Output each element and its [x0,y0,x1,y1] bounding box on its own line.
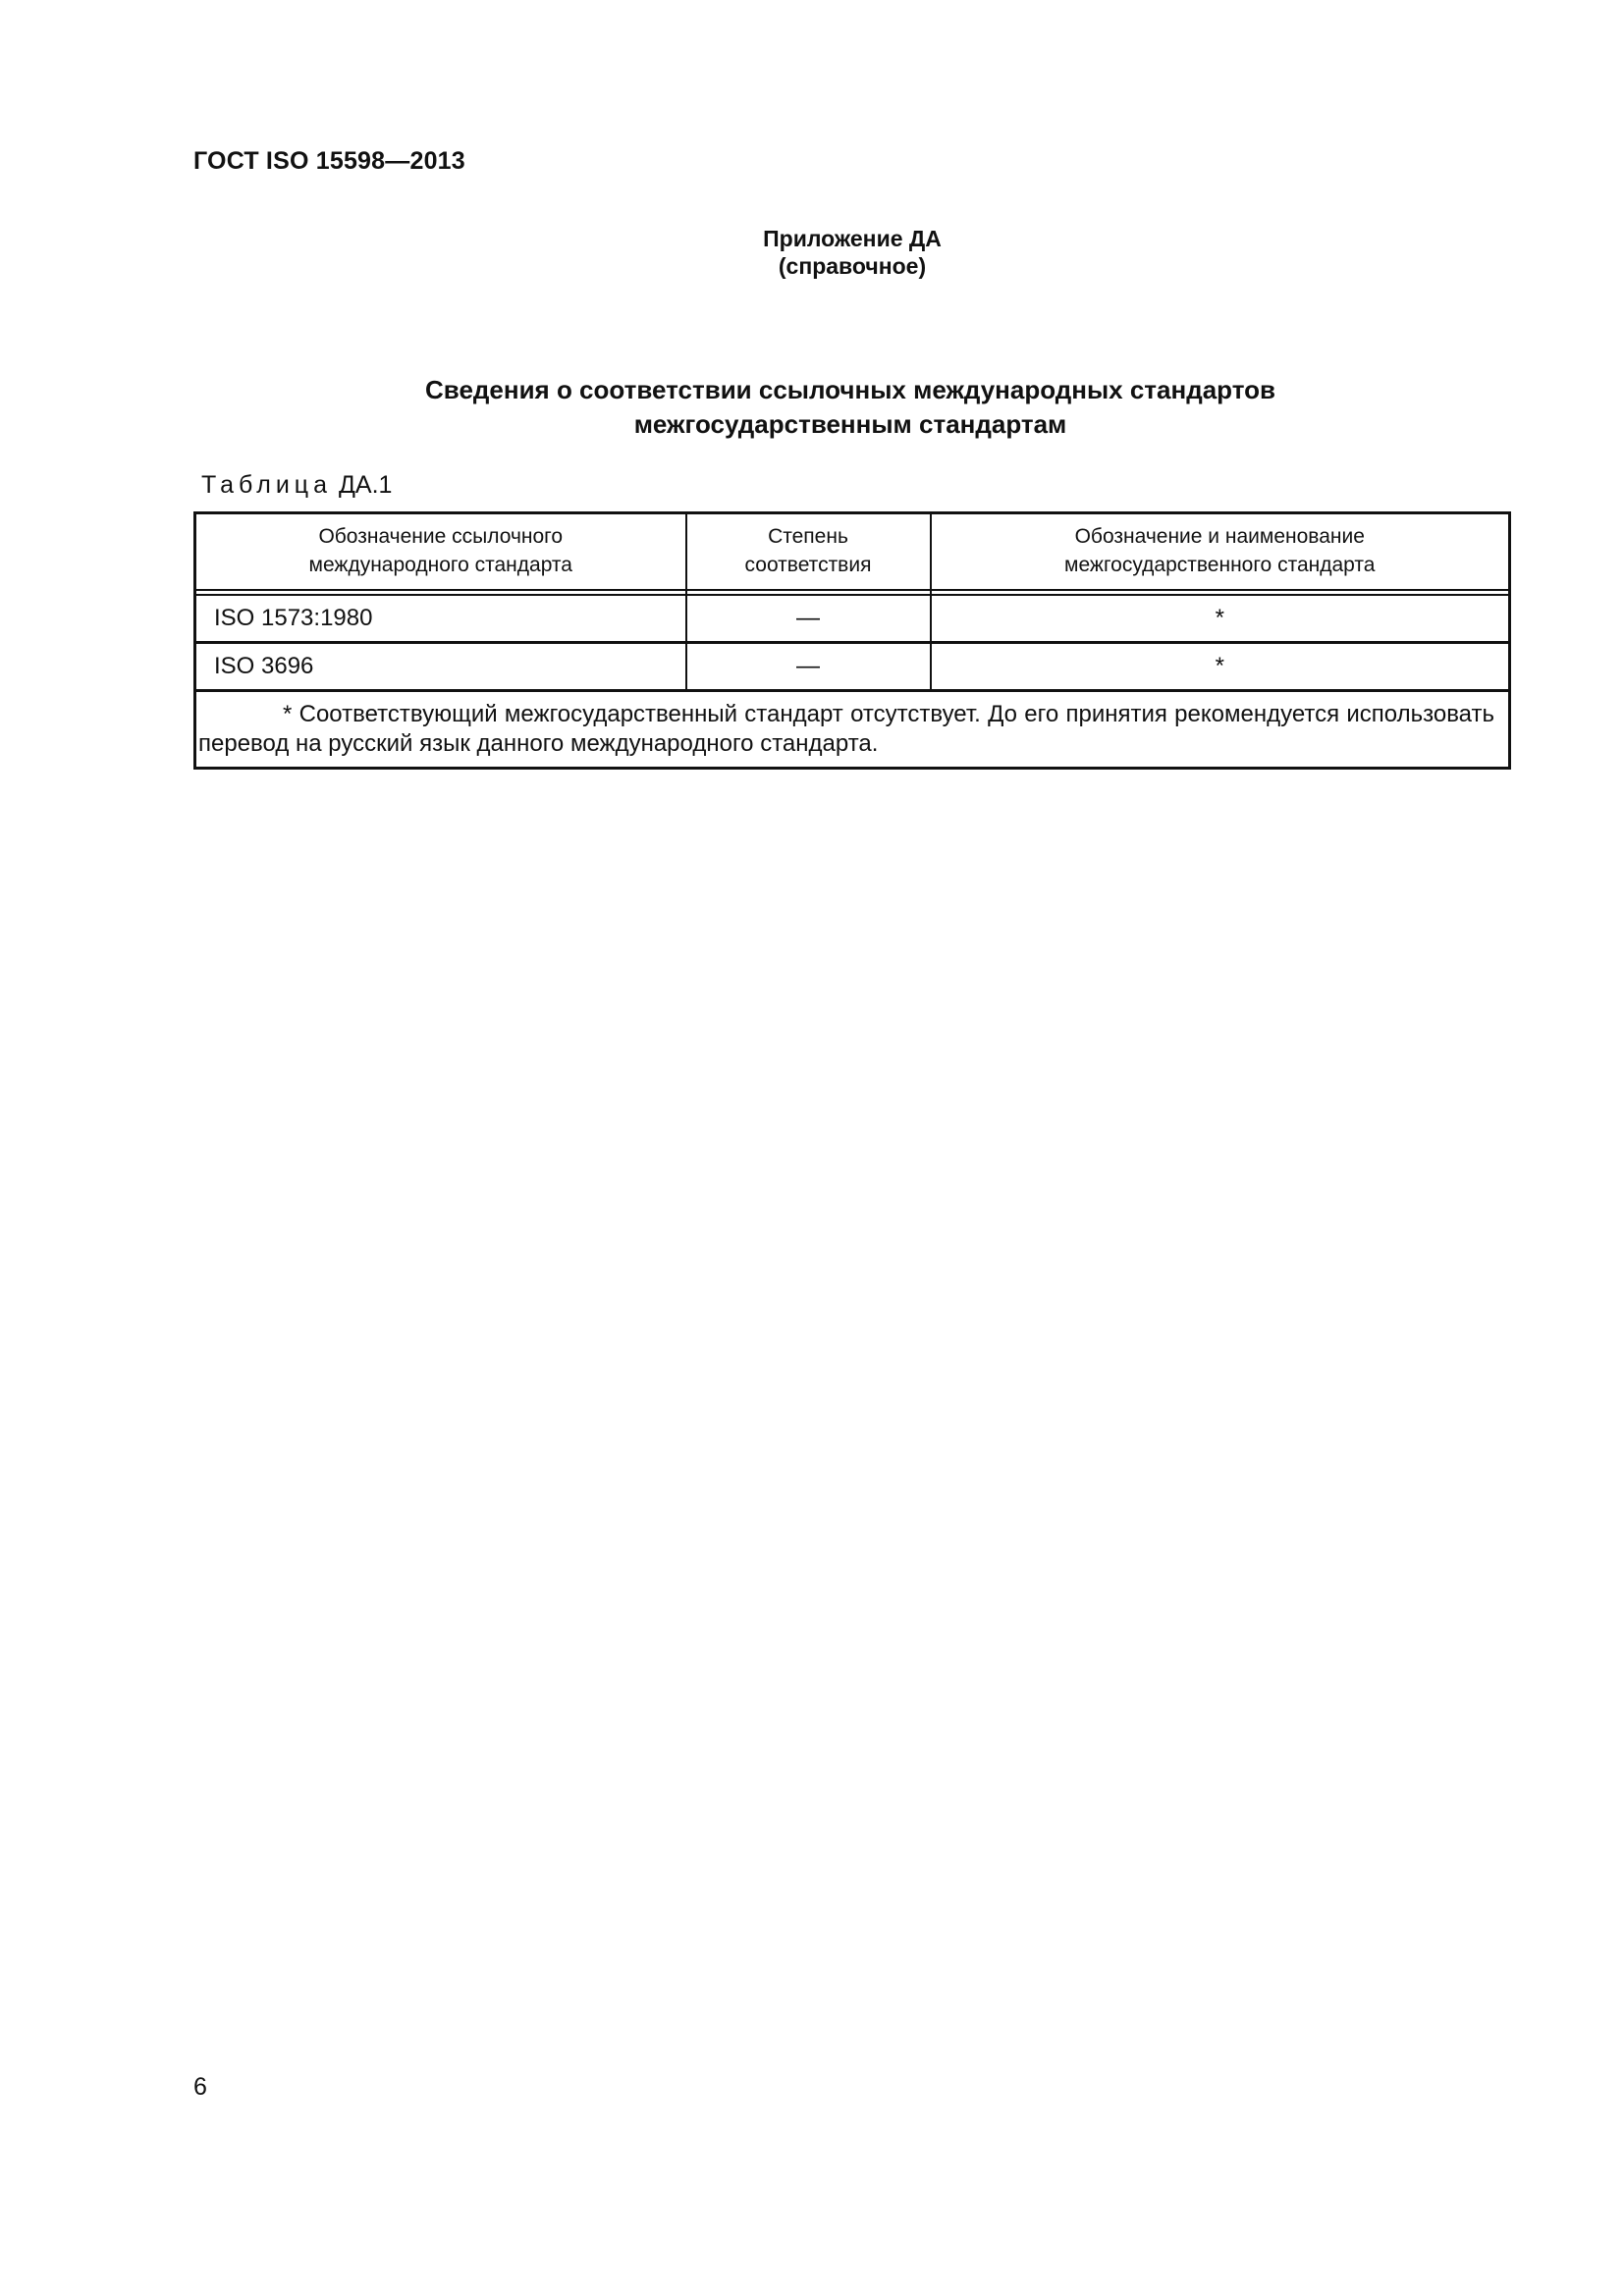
document-code-header: ГОСТ ISO 15598—2013 [193,147,465,175]
column-header-degree: Степень соответствия [686,513,931,591]
table-footnote [195,691,1510,769]
degree-cell: — [686,643,931,691]
table-caption-number: ДА.1 [338,471,393,499]
column-header-interstate: Обозначение и наименование межгосударственного стандарта [931,513,1510,591]
footnote-text: * Соответствующий межгосударственный стандарт отсутствует. До его принятия рекомендуется использовать перевод на русский язык данного международного стандарта. [198,701,1494,757]
section-title-line2: межгосударственным стандартам [633,409,1067,439]
column-header-reference: Обозначение ссылочного международного стандарта [195,513,686,591]
table-row [195,595,1510,643]
table-caption-label: Таблица [201,471,333,499]
appendix-type: (справочное) [778,253,927,279]
interstate-standard-cell: * [931,595,1510,643]
reference-standard-cell: ISO 3696 [195,643,686,691]
table-row [195,643,1510,691]
table-header-row [195,513,1510,591]
interstate-standard-cell: * [931,643,1510,691]
table-caption [201,471,392,500]
appendix-title: Приложение ДА [763,226,942,251]
section-title-line1: Сведения о соответствии ссылочных международных стандартов [425,375,1275,404]
table-footnote-row [195,691,1510,769]
standards-correspondence-table [193,511,1511,770]
appendix-heading [0,225,1624,280]
section-title [193,373,1507,442]
reference-standard-cell: ISO 1573:1980 [195,595,686,643]
page-number: 6 [193,2073,207,2101]
degree-cell: — [686,595,931,643]
